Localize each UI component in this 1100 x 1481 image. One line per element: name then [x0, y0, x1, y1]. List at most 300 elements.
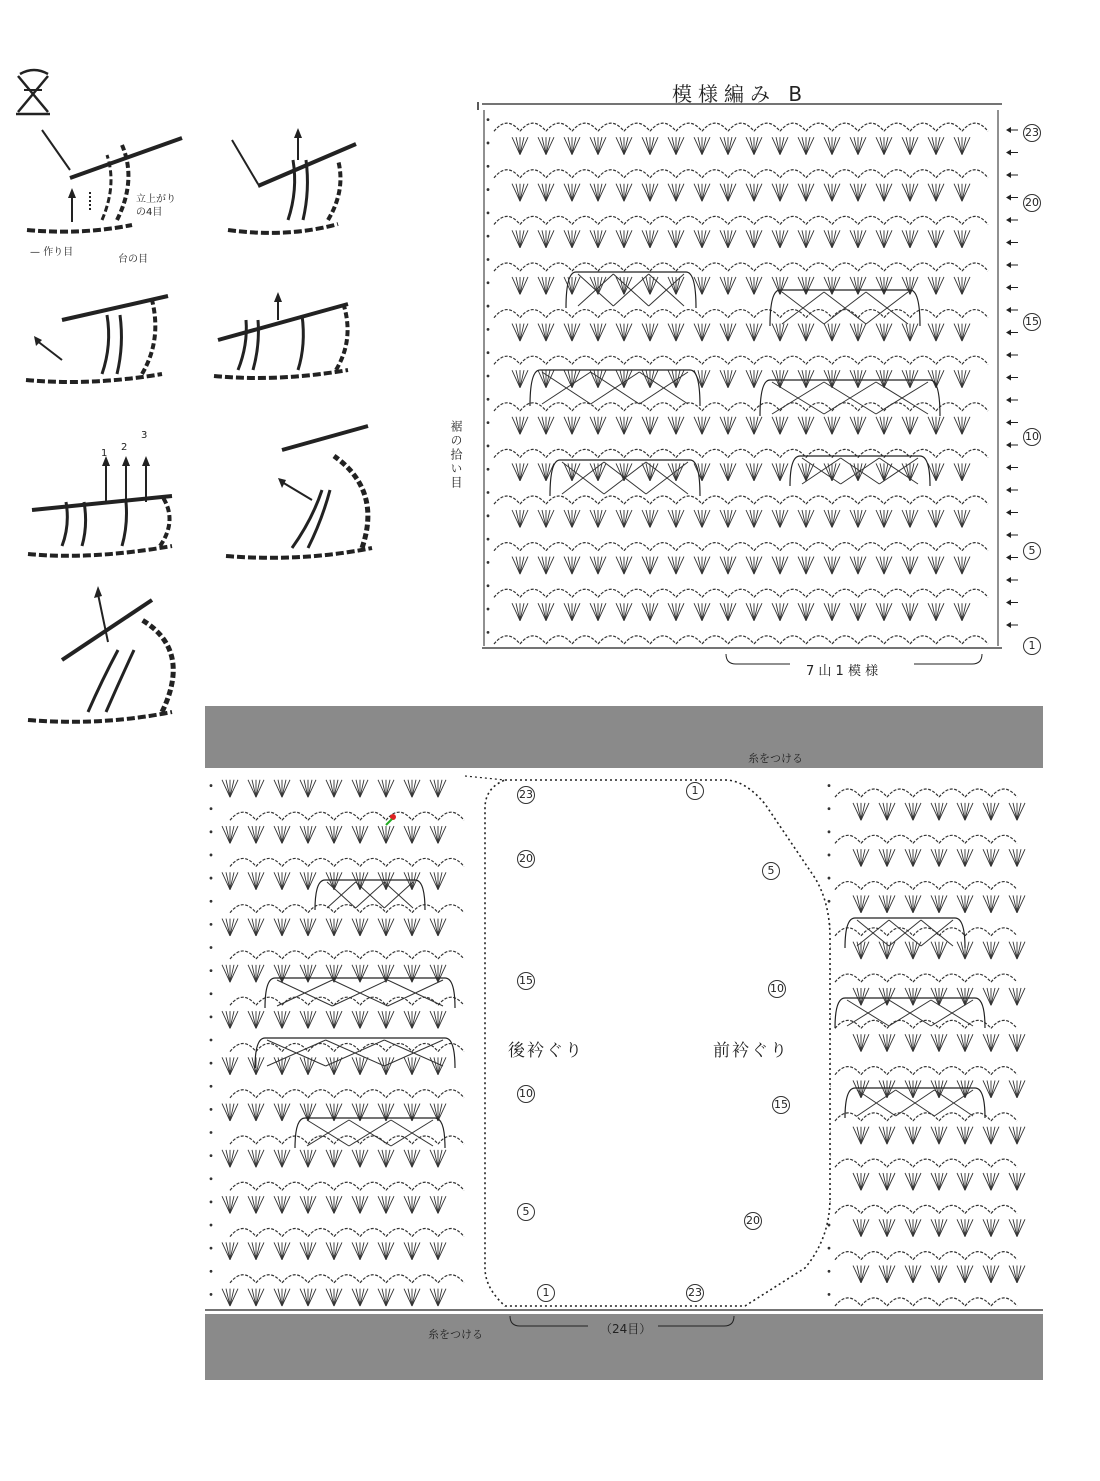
neck-left-marker-5: 5	[517, 1203, 535, 1221]
chain-arc	[910, 263, 936, 271]
chain-arc	[360, 951, 386, 959]
dc-stitch	[858, 510, 866, 527]
dc-stitch	[352, 1242, 360, 1259]
dc-stitch	[326, 1289, 334, 1306]
dc-stitch	[728, 417, 732, 434]
chain-arc	[728, 310, 754, 318]
dc-stitch	[378, 919, 386, 936]
chain-arc	[598, 216, 624, 224]
dc-stitch	[278, 1011, 282, 1028]
dc-stitch	[754, 184, 762, 201]
dc-stitch	[360, 780, 368, 797]
dc-stitch	[806, 557, 814, 574]
dc-stitch	[334, 1196, 342, 1213]
dc-stitch	[572, 603, 580, 620]
dc-stitch	[248, 826, 256, 843]
dc-stitch	[702, 417, 710, 434]
edge-dot	[210, 807, 213, 810]
edge-dot	[487, 328, 490, 331]
dc-stitch	[772, 137, 780, 154]
dc-stitch	[879, 1219, 887, 1236]
dc-stitch	[412, 965, 416, 982]
dc-stitch	[876, 510, 884, 527]
chain-arc	[546, 263, 572, 271]
edge-dot	[828, 854, 831, 857]
dc-stitch	[326, 1057, 334, 1074]
dc-stitch	[780, 417, 784, 434]
chain-arc	[887, 882, 913, 890]
chain-arc	[598, 589, 624, 597]
chain-arc	[494, 356, 520, 364]
dc-stitch	[965, 849, 969, 866]
dc-stitch	[668, 510, 676, 527]
dc-stitch	[780, 137, 788, 154]
dc-stitch	[616, 417, 624, 434]
dc-stitch	[386, 965, 390, 982]
dc-stitch	[412, 1289, 420, 1306]
dc-stitch	[230, 1242, 238, 1259]
dc-stitch	[931, 942, 939, 959]
dc-stitch	[282, 1104, 290, 1121]
dc-stitch	[913, 1034, 917, 1051]
dc-stitch	[880, 557, 884, 574]
dc-stitch	[282, 826, 290, 843]
dc-stitch	[334, 919, 342, 936]
dc-stitch	[876, 603, 884, 620]
dc-stitch	[935, 1219, 939, 1236]
dc-stitch	[1013, 895, 1017, 912]
dc-stitch	[987, 1266, 991, 1283]
dc-stitch	[360, 1196, 368, 1213]
dc-stitch	[1009, 849, 1017, 866]
dc-stitch	[754, 603, 758, 620]
dc-stitch	[1009, 1219, 1017, 1236]
dc-stitch	[965, 1034, 973, 1051]
chain-arc	[754, 589, 780, 597]
chain-arc	[780, 589, 806, 597]
dc-stitch	[282, 1011, 286, 1028]
chain-arc	[360, 1229, 386, 1237]
dc-stitch	[887, 1173, 895, 1190]
dc-stitch	[430, 919, 438, 936]
dc-stitch	[906, 370, 910, 387]
chain-arc	[624, 216, 650, 224]
dc-stitch	[939, 1127, 943, 1144]
dc-stitch	[906, 510, 910, 527]
chain-arc	[546, 449, 572, 457]
dc-stitch	[728, 463, 736, 480]
dc-stitch	[1017, 803, 1021, 820]
dc-stitch	[928, 230, 936, 247]
dc-stitch	[256, 872, 264, 889]
dc-stitch	[412, 1057, 416, 1074]
chain-arc	[386, 905, 412, 913]
dc-stitch	[438, 1011, 442, 1028]
chain-arc	[806, 589, 832, 597]
chain-arc	[360, 1090, 386, 1098]
dc-stitch	[520, 324, 528, 341]
dc-stitch	[802, 463, 806, 480]
dc-stitch	[330, 826, 334, 843]
dc-stitch	[642, 417, 650, 434]
dc-stitch	[594, 137, 598, 154]
dc-stitch	[230, 1196, 234, 1213]
chain-arc	[256, 951, 282, 959]
chain-arc	[334, 1229, 360, 1237]
dc-stitch	[832, 184, 840, 201]
chain-arc	[780, 310, 806, 318]
dc-stitch	[887, 803, 895, 820]
dc-stitch	[382, 780, 386, 797]
chain-arc	[650, 403, 676, 411]
chain-arc	[991, 974, 1017, 982]
dc-stitch	[278, 1104, 282, 1121]
dc-stitch	[430, 1289, 438, 1306]
dc-stitch	[672, 277, 676, 294]
dc-stitch	[724, 510, 728, 527]
chain-arc	[360, 997, 386, 1005]
dc-stitch	[754, 277, 758, 294]
chain-arc	[884, 170, 910, 178]
dc-stitch	[598, 324, 606, 341]
dc-stitch	[256, 872, 260, 889]
dc-stitch	[879, 942, 887, 959]
dc-stitch	[546, 370, 550, 387]
edge-dot	[487, 118, 490, 121]
dc-stitch	[853, 1034, 861, 1051]
chain-arc	[754, 449, 780, 457]
dc-stitch	[282, 1057, 290, 1074]
chain-arc	[780, 216, 806, 224]
edge-dot	[828, 1224, 831, 1227]
dc-stitch	[954, 557, 962, 574]
chain-arc	[910, 123, 936, 131]
dc-stitch	[230, 1104, 238, 1121]
dc-stitch	[1009, 1266, 1017, 1283]
dc-stitch	[850, 370, 858, 387]
dc-stitch	[720, 277, 728, 294]
chain-arc	[858, 123, 884, 131]
dc-stitch	[850, 184, 858, 201]
chain-arc	[835, 882, 861, 890]
dc-stitch	[222, 919, 230, 936]
dc-stitch	[832, 603, 836, 620]
dc-stitch	[672, 137, 676, 154]
chain-arc	[991, 882, 1017, 890]
dc-stitch	[954, 370, 962, 387]
dc-stitch	[754, 603, 762, 620]
dc-stitch	[780, 370, 788, 387]
chain-arc	[598, 636, 624, 644]
dc-stitch	[598, 230, 606, 247]
dc-stitch	[880, 230, 884, 247]
chain-arc	[884, 543, 910, 551]
dc-stitch	[958, 603, 962, 620]
dc-stitch	[776, 463, 780, 480]
dc-stitch	[905, 1080, 913, 1097]
dc-stitch	[572, 417, 576, 434]
dc-stitch	[230, 1150, 238, 1167]
dc-stitch	[282, 1011, 290, 1028]
row-arrow-head	[1006, 172, 1011, 178]
dc-stitch	[252, 1104, 256, 1121]
chain-arc	[334, 1136, 360, 1144]
dc-stitch	[646, 510, 650, 527]
dc-stitch	[857, 803, 861, 820]
dc-stitch	[568, 184, 572, 201]
repeat-label: 7 山 1 模 様	[806, 664, 879, 679]
dc-stitch	[300, 1011, 308, 1028]
dc-stitch	[806, 370, 810, 387]
dc-stitch	[334, 826, 342, 843]
chain-arc	[835, 1113, 861, 1121]
dc-stitch	[650, 277, 654, 294]
dc-stitch	[412, 1289, 416, 1306]
dc-stitch	[282, 965, 290, 982]
dc-stitch	[728, 324, 736, 341]
dc-stitch	[672, 230, 676, 247]
dc-stitch	[932, 510, 936, 527]
chain-arc	[835, 1067, 861, 1075]
dc-stitch	[646, 557, 650, 574]
dc-stitch	[404, 919, 412, 936]
dc-stitch	[1017, 1266, 1025, 1283]
dc-stitch	[961, 1127, 965, 1144]
neck-bottom-marker-23: 23	[686, 1284, 704, 1302]
dc-stitch	[434, 965, 438, 982]
dc-stitch	[965, 803, 973, 820]
chain-arc	[754, 356, 780, 364]
dc-stitch	[939, 1219, 943, 1236]
dc-stitch	[434, 1011, 438, 1028]
dc-stitch	[880, 510, 884, 527]
row-arrows	[1004, 120, 1024, 650]
dc-stitch	[850, 417, 858, 434]
dc-stitch	[694, 324, 702, 341]
dc-stitch	[650, 137, 658, 154]
dc-stitch	[226, 1011, 230, 1028]
dc-stitch	[434, 1150, 438, 1167]
dc-stitch	[880, 184, 884, 201]
dc-stitch	[404, 1242, 412, 1259]
dc-stitch	[858, 557, 862, 574]
dc-stitch	[408, 1011, 412, 1028]
dc-stitch	[780, 277, 784, 294]
dc-stitch	[676, 184, 684, 201]
dc-stitch	[802, 370, 806, 387]
dc-stitch	[330, 919, 334, 936]
dc-stitch	[546, 510, 554, 527]
chain-arc	[598, 123, 624, 131]
chain-arc	[308, 1182, 334, 1190]
chain-arc	[624, 403, 650, 411]
dc-stitch	[1013, 1080, 1017, 1097]
dc-stitch	[564, 324, 572, 341]
chain-arc	[858, 216, 884, 224]
dc-stitch	[334, 1150, 342, 1167]
dc-stitch	[754, 463, 758, 480]
dc-stitch	[408, 1289, 412, 1306]
dc-stitch	[957, 1034, 965, 1051]
dc-stitch	[720, 603, 728, 620]
dc-stitch	[702, 510, 706, 527]
dc-stitch	[962, 370, 970, 387]
dc-stitch	[880, 463, 884, 480]
dc-stitch	[987, 942, 991, 959]
dc-stitch	[538, 370, 546, 387]
dc-stitch	[676, 463, 680, 480]
dc-stitch	[356, 780, 360, 797]
dc-stitch	[702, 230, 706, 247]
dc-stitch	[256, 1011, 260, 1028]
dc-stitch	[858, 557, 866, 574]
dc-stitch	[438, 1242, 442, 1259]
chain-arc	[910, 543, 936, 551]
dc-stitch	[806, 557, 810, 574]
chain-arc	[624, 543, 650, 551]
dc-stitch	[386, 1011, 394, 1028]
dc-stitch	[702, 184, 706, 201]
dc-stitch	[1013, 1173, 1017, 1190]
row-arrow-head	[1006, 240, 1011, 246]
dc-stitch	[668, 557, 676, 574]
dc-stitch	[828, 277, 832, 294]
chain-arc	[702, 403, 728, 411]
dc-stitch	[352, 1196, 360, 1213]
dc-stitch	[876, 137, 884, 154]
dc-stitch	[360, 1150, 368, 1167]
neck-right-marker-10: 10	[768, 980, 786, 998]
dc-stitch	[438, 872, 446, 889]
dc-stitch	[412, 780, 416, 797]
dc-stitch	[438, 826, 442, 843]
dc-stitch	[954, 230, 962, 247]
dc-stitch	[438, 780, 446, 797]
dc-stitch	[568, 230, 572, 247]
chain-arc	[572, 123, 598, 131]
dc-stitch	[798, 557, 806, 574]
dc-stitch	[780, 230, 784, 247]
dc-stitch	[962, 184, 970, 201]
dc-stitch	[334, 1196, 338, 1213]
dc-stitch	[702, 137, 706, 154]
chain-arc	[913, 974, 939, 982]
edge-dot	[487, 211, 490, 214]
dc-stitch	[936, 603, 944, 620]
dc-stitch	[939, 988, 943, 1005]
chain-arc	[676, 403, 702, 411]
dc-stitch	[987, 895, 991, 912]
dc-stitch	[913, 1173, 917, 1190]
dc-stitch	[256, 1242, 264, 1259]
dc-stitch	[887, 803, 891, 820]
dc-stitch	[883, 849, 887, 866]
dc-stitch	[650, 370, 658, 387]
front-neckline-label: 前衿ぐり	[713, 1041, 789, 1061]
edge-dot	[487, 281, 490, 284]
dc-stitch	[546, 603, 554, 620]
chain-arc	[861, 835, 887, 843]
dc-stitch	[538, 463, 546, 480]
dc-stitch	[910, 417, 914, 434]
chain-arc	[910, 589, 936, 597]
dc-stitch	[861, 803, 869, 820]
dc-stitch	[430, 1150, 438, 1167]
chain-arc	[832, 356, 858, 364]
dc-stitch	[724, 417, 728, 434]
dc-stitch	[962, 324, 970, 341]
dc-stitch	[880, 324, 884, 341]
dc-stitch	[909, 895, 913, 912]
chain-arc	[282, 1090, 308, 1098]
chain-arc	[806, 356, 832, 364]
dc-stitch	[858, 324, 866, 341]
chain-arc	[806, 123, 832, 131]
dc-stitch	[256, 780, 264, 797]
chain-arc	[806, 543, 832, 551]
dc-stitch	[750, 370, 754, 387]
dc-stitch	[884, 137, 888, 154]
chain-arc	[546, 496, 572, 504]
step-illustration-6	[222, 420, 392, 570]
dc-stitch	[520, 137, 528, 154]
dc-stitch	[516, 137, 520, 154]
dc-stitch	[256, 1104, 264, 1121]
dc-stitch	[928, 510, 936, 527]
dc-stitch	[386, 1289, 394, 1306]
dc-stitch	[702, 417, 706, 434]
chain-arc	[438, 1090, 464, 1098]
dc-stitch	[352, 1057, 360, 1074]
dc-stitch	[230, 965, 238, 982]
dc-stitch	[438, 1150, 442, 1167]
turning-chain-label: 立上がり の4目	[136, 194, 176, 218]
dc-stitch	[772, 510, 780, 527]
dc-stitch	[304, 1196, 308, 1213]
edge-dot	[487, 561, 490, 564]
dc-stitch	[858, 370, 862, 387]
dc-stitch	[386, 826, 390, 843]
dc-stitch	[382, 1242, 386, 1259]
dc-stitch	[806, 230, 810, 247]
pattern-b-title: 模様編み B	[672, 82, 809, 106]
chain-arc	[624, 356, 650, 364]
dc-stitch	[909, 1127, 913, 1144]
dc-stitch	[572, 557, 576, 574]
dc-stitch	[360, 919, 364, 936]
dc-stitch	[672, 417, 676, 434]
dc-stitch	[857, 1173, 861, 1190]
dc-stitch	[334, 872, 338, 889]
dc-stitch	[850, 603, 858, 620]
dc-stitch	[282, 872, 290, 889]
dc-stitch	[962, 417, 970, 434]
dc-stitch	[698, 417, 702, 434]
dc-stitch	[676, 137, 684, 154]
edge-dot	[210, 1270, 213, 1273]
dc-stitch	[958, 230, 962, 247]
dc-stitch	[256, 1011, 264, 1028]
dc-stitch	[909, 803, 913, 820]
dc-stitch	[520, 463, 528, 480]
dc-stitch	[932, 463, 936, 480]
dc-stitch	[720, 463, 728, 480]
dc-stitch	[935, 1127, 939, 1144]
chain-arc	[858, 543, 884, 551]
dc-stitch	[832, 230, 840, 247]
dc-stitch	[282, 1150, 286, 1167]
dc-stitch	[598, 510, 602, 527]
